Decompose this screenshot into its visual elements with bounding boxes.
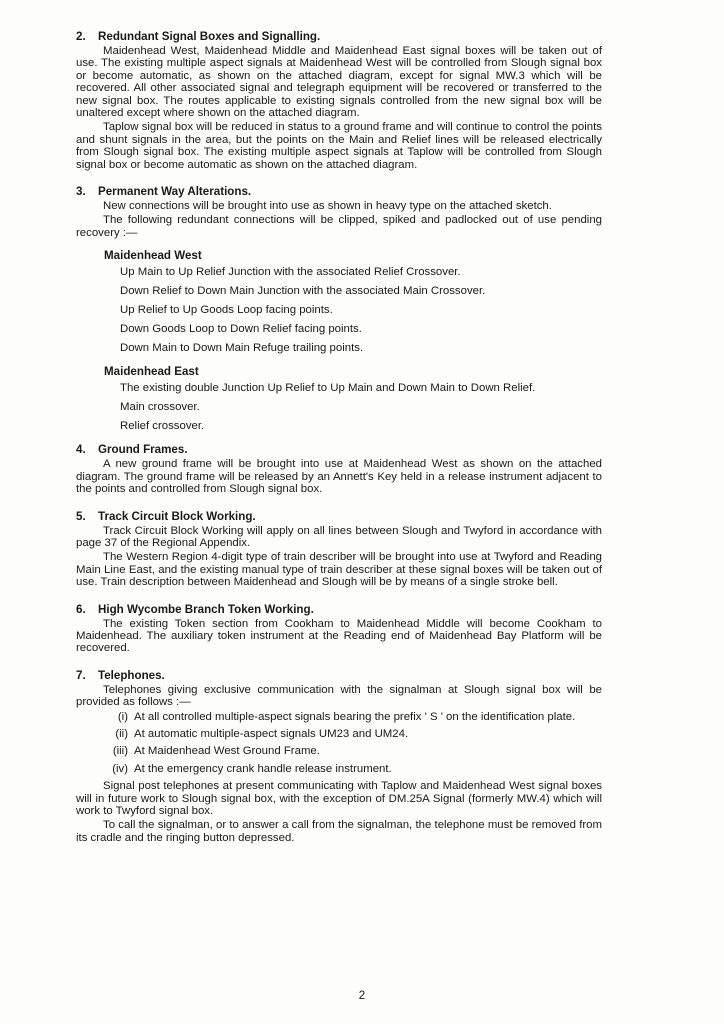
paragraph: The existing Token section from Cookham to Maidenhead Middle will become Cookham to Maidenhead. The auxiliary token instrument at the Reading end of Maidenhead Bay Platform will be recovered.: [76, 617, 602, 655]
paragraph: Telephones giving exclusive communication with the signalman at Slough signal box will be provided as follows :—: [76, 683, 602, 709]
paragraph: A new ground frame will be brought into use at Maidenhead West as shown on the attached diagram. The ground frame will be released by an Annett's Key held in a release instrument adjacent to the points and controlled from Slough signal box.: [76, 458, 602, 496]
paragraph: Maidenhead West, Maidenhead Middle and Maidenhead East signal boxes will be taken out of use. The existing multiple aspect signals at Maidenhead West will be controlled from Slough signal box or become automatic, as shown on the attached diagram, except for signal MW.3 which will be recovered. All other associated signal and telegraph equipment will be recovered or transferred to the new signal box. The routes applicable to existing signals controlled from the new signal box will be unaltered except where shown on the attached diagram.: [76, 45, 602, 120]
connection-list: [104, 382, 602, 433]
telephone-list: [76, 711, 602, 776]
location-heading: Maidenhead East: [104, 365, 199, 379]
list-item: (iv) At the emergency crank handle release instrument.: [112, 762, 392, 775]
section-heading: 5. Track Circuit Block Working.: [76, 509, 256, 523]
paragraph: Taplow signal box will be reduced in status to a ground frame and will continue to control the points and shunt signals in the area, but the points on the Main and Relief lines will be released electrically from Slough signal box. The existing multiple aspect signals at Taplow will be controlled from Slough signal box or become automatic as shown on the attached diagram.: [76, 121, 602, 171]
connection-list: [104, 266, 602, 355]
section-title: Track Circuit Block Working.: [98, 509, 256, 523]
section-7: [76, 669, 602, 844]
list-item: (ii) At automatic multiple-aspect signals UM23 and UM24.: [115, 727, 409, 740]
section-6: [76, 603, 602, 655]
section-heading: 6. High Wycombe Branch Token Working.: [76, 602, 314, 616]
paragraph: Track Circuit Block Working will apply on all lines between Slough and Twyford in accordance with page 37 of the Regional Appendix.: [76, 524, 602, 549]
list-item: Down Main to Down Main Refuge trailing points.: [120, 342, 364, 355]
section-heading: 3. Permanent Way Alterations.: [76, 185, 252, 199]
paragraph: Signal post telephones at present communicating with Taplow and Maidenhead West signal boxes will in future work to Slough signal box, with the exception of DM.25A Signal (formerly MW.4) which will work to Twyford signal box.: [76, 780, 602, 817]
section-heading: 7. Telephones.: [76, 668, 165, 682]
section-title: High Wycombe Branch Token Working.: [98, 602, 314, 616]
paragraph: The Western Region 4-digit type of train describer will be brought into use at Twyford and Reading Main Line East, and the existing manual type of train describer at these signal boxes will be taken out of use. Train description between Maidenhead and Slough will be by means of a single stroke bell.: [76, 551, 602, 589]
section-title: Redundant Signal Boxes and Signalling.: [98, 30, 321, 43]
section-3: [76, 185, 602, 433]
section-4: [76, 443, 602, 495]
list-item: Main crossover.: [120, 401, 200, 414]
list-item: The existing double Junction Up Relief to Up Main and Down Main to Down Relief.: [120, 382, 536, 395]
list-item: Relief crossover.: [120, 420, 205, 433]
location-group: [104, 249, 602, 355]
list-item: (i) At all controlled multiple-aspect signals bearing the prefix ' S ' on the identification plate.: [117, 710, 576, 723]
section-heading: 4. Ground Frames.: [76, 443, 188, 457]
paragraph: To call the signalman, or to answer a call from the signalman, the telephone must be removed from its cradle and the ringing button depressed.: [76, 819, 602, 844]
section-heading: 2. Redundant Signal Boxes and Signalling.: [76, 30, 321, 43]
document-page: [76, 30, 602, 858]
list-item: Up Main to Up Relief Junction with the associated Relief Crossover.: [120, 266, 461, 279]
location-heading: Maidenhead West: [104, 249, 202, 263]
section-title: Permanent Way Alterations.: [98, 185, 252, 199]
section-title: Ground Frames.: [98, 443, 188, 457]
list-item: (iii) At Maidenhead West Ground Frame.: [112, 745, 320, 758]
paragraph: The following redundant connections will be clipped, spiked and padlocked out of use pending recovery :—: [76, 214, 602, 239]
list-item: Up Relief to Up Goods Loop facing points.: [120, 304, 333, 317]
list-item: Down Goods Loop to Down Relief facing points.: [120, 323, 362, 336]
section-5: [76, 510, 602, 589]
section-2: [76, 30, 602, 171]
list-item: Down Relief to Down Main Junction with the associated Main Crossover.: [120, 285, 486, 298]
paragraph: New connections will be brought into use as shown in heavy type on the attached sketch.: [103, 200, 552, 213]
page-number: 2: [358, 990, 366, 1002]
location-group: [104, 365, 602, 433]
section-title: Telephones.: [98, 668, 165, 682]
